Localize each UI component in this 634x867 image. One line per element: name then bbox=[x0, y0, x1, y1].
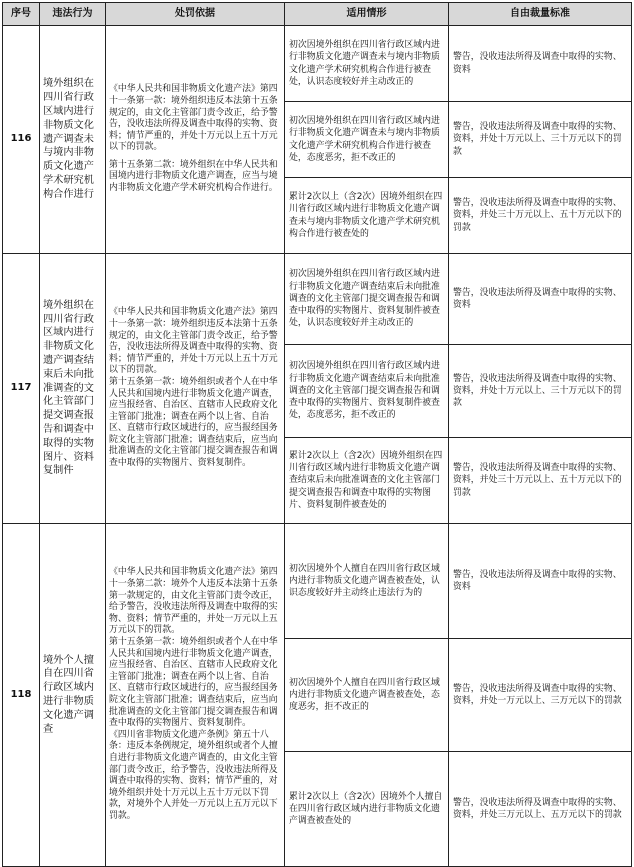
situation-cell: 初次因境外组织在四川省行政区域内进行非物质文化遗产调查结束后未向批准调查的文化主管部门提交调查报告和调查中取得的实物图片、资料复制件被查处，认识态度较好并主动改正的 bbox=[285, 254, 449, 345]
penalty-basis bbox=[106, 254, 285, 524]
basis-paragraph: 第十五条第二款：境外组织在中华人民共和国境内进行非物质文化遗产调查，应当与境内非物质文化遗产学术研究机构合作进行。 bbox=[109, 159, 278, 194]
standard-cell: 警告，没收违法所得及调查中取得的实物、资料，并处十万元以上、三十万元以下的罚款 bbox=[449, 345, 632, 438]
situation-cell: 初次因境外组织在四川省行政区域内进行非物质文化遗产调查未与境内非物质文化遗产学术研究机构合作进行被查处，态度恶劣，拒不改正的 bbox=[285, 102, 449, 178]
basis-paragraph: 第十五条第一款：境外组织或者个人在中华人民共和国境内进行非物质文化遗产调查，应当报经省、自治区、直辖市人民政府文化主管部门批准；调查在两个以上省、自治区、直辖市行政区域进行的，应当报经国务院文化主管部门批准；调查结束后，应当向批准调查的文化主管部门提交调查报告和调查中取得的实物图片、资料复制件。 bbox=[109, 637, 278, 729]
situation-cell: 初次因境外组织在四川省行政区域内进行非物质文化遗产调查未与境内非物质文化遗产学术研究机构合作进行被查处，认识态度较好并主动改正的 bbox=[285, 26, 449, 102]
standard-cell: 警告，没收违法所得及调查中取得的实物、资料，并处一万元以上、三万元以下的罚款 bbox=[449, 639, 632, 752]
penalty-basis bbox=[106, 26, 285, 254]
penalty-basis bbox=[106, 524, 285, 867]
standard-cell: 警告，没收违法所得及调查中取得的实物、资料，并处三十万元以上、五十万元以下的罚款 bbox=[449, 178, 632, 254]
header-penalty-basis: 处罚依据 bbox=[106, 3, 285, 26]
violation-text: 境外个人擅自在四川省行政区域内进行非物质文化遗产调查 bbox=[40, 524, 106, 867]
basis-paragraph: 第十五条第一款：境外组织或者个人在中华人民共和国境内进行非物质文化遗产调查，应当报经省、自治区、直辖市人民政府文化主管部门批准；调查在两个以上省、自治区、直辖市行政区域进行的，应当报经国务院文化主管部门批准；调查结束后，应当向批准调查的文化主管部门提交调查报告和调查中取得的实物图片、资料复制件。 bbox=[109, 376, 278, 469]
standard-cell: 警告，没收违法所得及调查中取得的实物、资料 bbox=[449, 254, 632, 345]
penalty-discretion-table bbox=[2, 2, 632, 867]
situation-cell: 累计2次以上（含2次）因境外个人擅自在四川省行政区域内进行非物质文化遗产调查被查处的 bbox=[285, 752, 449, 867]
header-violation: 违法行为 bbox=[40, 3, 106, 26]
basis-paragraph: 《中华人民共和国非物质文化遗产法》第四十一条第一款：境外组织违反本法第十五条规定的，由文化主管部门责令改正，给予警告，没收违法所得及调查中取得的实物、资料；情节严重的，并处十万元以上五十万元以下的罚款。 bbox=[109, 307, 278, 376]
situation-cell: 初次因境外个人擅自在四川省行政区域内进行非物质文化遗产调查被查处，态度恶劣，拒不改正的 bbox=[285, 639, 449, 752]
standard-cell: 警告，没收违法所得及调查中取得的实物、资料，并处三万元以上、五万元以下的罚款 bbox=[449, 752, 632, 867]
standard-cell: 警告，没收违法所得及调查中取得的实物、资料，并处三十万元以上、五十万元以下的罚款 bbox=[449, 438, 632, 524]
situation-cell: 累计2次以上（含2次）因境外组织在四川省行政区域内进行非物质文化遗产调查未与境内非物质文化遗产学术研究机构合作进行被查处的 bbox=[285, 178, 449, 254]
table-header-row bbox=[3, 3, 632, 26]
header-discretion-standard: 自由裁量标准 bbox=[449, 3, 632, 26]
table-row bbox=[3, 26, 632, 102]
basis-paragraph: 《中华人民共和国非物质文化遗产法》第四十一条第二款：境外个人违反本法第十五条第一款规定的，由文化主管部门责令改正，给予警告，没收违法所得及调查中取得的实物、资料；情节严重的，并处一万元以上五万元以下的罚款。 bbox=[109, 567, 278, 636]
header-serial-number: 序号 bbox=[3, 3, 40, 26]
standard-cell: 警告，没收违法所得及调查中取得的实物、资料 bbox=[449, 26, 632, 102]
row-number: 117 bbox=[3, 254, 40, 524]
situation-cell: 初次因境外组织在四川省行政区域内进行非物质文化遗产调查结束后未向批准调查的文化主管部门提交调查报告和调查中取得的实物图片、资料复制件被查处，态度恶劣，拒不改正的 bbox=[285, 345, 449, 438]
standard-cell: 警告，没收违法所得及调查中取得的实物、资料，并处十万元以上、三十万元以下的罚款 bbox=[449, 102, 632, 178]
table-row bbox=[3, 254, 632, 345]
row-number: 116 bbox=[3, 26, 40, 254]
situation-cell: 累计2次以上（含2次）因境外组织在四川省行政区域内进行非物质文化遗产调查结束后未向批准调查的文化主管部门提交调查报告和调查中取得的实物图片、资料复制件被查处的 bbox=[285, 438, 449, 524]
standard-cell: 警告，没收违法所得及调查中取得的实物、资料 bbox=[449, 524, 632, 639]
table-row bbox=[3, 524, 632, 639]
header-applicable-situation: 适用情形 bbox=[285, 3, 449, 26]
violation-text: 境外组织在四川省行政区域内进行非物质文化遗产调查未与境内非物质文化遗产学术研究机构合作进行 bbox=[40, 26, 106, 254]
row-number: 118 bbox=[3, 524, 40, 867]
situation-cell: 初次因境外个人擅自在四川省行政区域内进行非物质文化遗产调查被查处，认识态度较好并主动终止违法行为的 bbox=[285, 524, 449, 639]
violation-text: 境外组织在四川省行政区域内进行非物质文化遗产调查结束后未向批准调查的文化主管部门提交调查报告和调查中取得的实物图片、资料复制件 bbox=[40, 254, 106, 524]
basis-paragraph: 《四川省非物质文化遗产条例》第五十八条：违反本条例规定，境外组织或者个人擅自进行非物质文化遗产调查的，由文化主管部门责令改正，给予警告，没收违法所得及调查中取得的实物、资料；情节严重的，对境外组织并处十万元以上五十万元以下罚款，对境外个人并处一万元以上五万元以下罚款。 bbox=[109, 729, 278, 821]
basis-paragraph: 《中华人民共和国非物质文化遗产法》第四十一条第一款：境外组织违反本法第十五条规定的，由文化主管部门责令改正，给予警告，没收违法所得及调查中取得的实物、资料；情节严重的，并处十万元以上五十万元以下的罚款。 bbox=[109, 84, 278, 153]
